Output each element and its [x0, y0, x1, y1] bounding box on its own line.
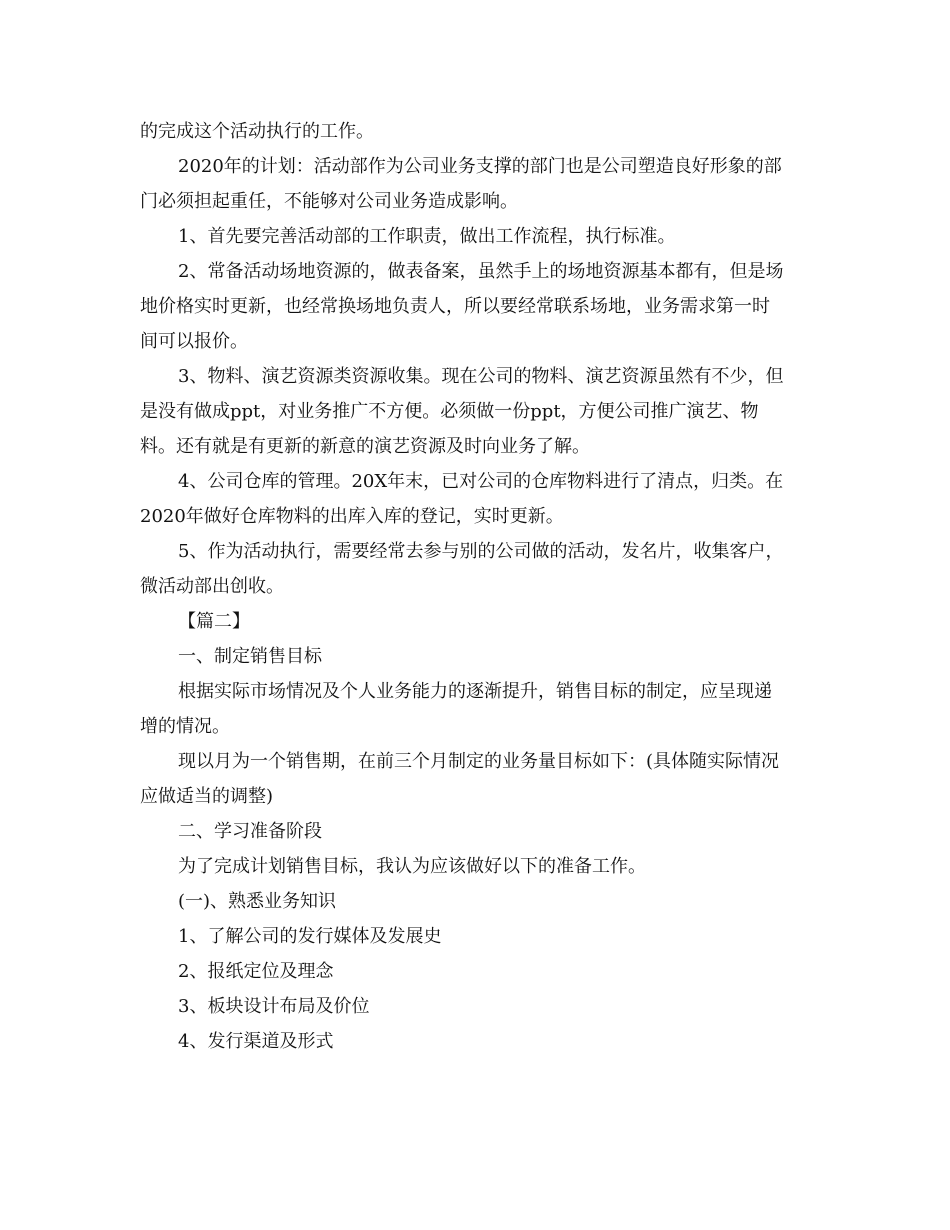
text-line-6: 地价格实时更新，也经常换场地负责人，所以要经常联系场地，业务需求第一时 — [140, 296, 770, 317]
text-line-12: 2020年做好仓库物料的出库入库的登记，实时更新。 — [140, 506, 564, 527]
text-line-17: 根据实际市场情况及个人业务能力的逐渐提升，销售目标的制定，应呈现递 — [178, 681, 772, 702]
list-item-1: 1、了解公司的发行媒体及发展史 — [178, 926, 442, 947]
text-line-3: 门必须担起重任，不能够对公司业务造成影响。 — [140, 191, 518, 212]
section-heading-sales-target: 一、制定销售目标 — [178, 646, 322, 667]
text-line-13: 5、作为活动执行，需要经常去参与别的公司做的活动，发名片，收集客户， — [178, 541, 784, 562]
subheading-business-knowledge: (一)、熟悉业务知识 — [178, 891, 337, 912]
text-line-9: 是没有做成ppt，对业务推广不方便。必须做一份ppt，方便公司推广演艺、物 — [140, 401, 759, 422]
text-line-8: 3、物料、演艺资源类资源收集。现在公司的物料、演艺资源虽然有不少，但 — [178, 366, 784, 387]
list-item-3: 3、板块设计布局及价位 — [178, 996, 370, 1017]
text-line-20: 应做适当的调整) — [140, 786, 274, 807]
list-item-4: 4、发行渠道及形式 — [178, 1031, 334, 1052]
text-line-22: 为了完成计划销售目标，我认为应该做好以下的准备工作。 — [178, 856, 646, 877]
section-heading-pian-er: 【篇二】 — [178, 611, 250, 632]
section-heading-preparation: 二、学习准备阶段 — [178, 821, 322, 842]
text-line-5: 2、常备活动场地资源的，做表备案，虽然手上的场地资源基本都有，但是场 — [178, 261, 784, 282]
text-line-7: 间可以报价。 — [140, 331, 248, 352]
text-line-10: 料。还有就是有更新的新意的演艺资源及时向业务了解。 — [140, 436, 590, 457]
text-line-1: 的完成这个活动执行的工作。 — [140, 121, 374, 142]
document-body — [140, 114, 808, 1059]
text-line-2: 2020年的计划：活动部作为公司业务支撑的部门也是公司塑造良好形象的部 — [178, 156, 782, 177]
list-item-2: 2、报纸定位及理念 — [178, 961, 334, 982]
text-line-19: 现以月为一个销售期，在前三个月制定的业务量目标如下：(具体随实际情况 — [178, 751, 780, 772]
text-line-11: 4、公司仓库的管理。20X年末，已对公司的仓库物料进行了清点，归类。在 — [178, 471, 784, 492]
text-line-14: 微活动部出创收。 — [140, 576, 284, 597]
text-line-18: 增的情况。 — [140, 716, 230, 737]
text-line-4: 1、首先要完善活动部的工作职责，做出工作流程，执行标准。 — [178, 226, 676, 247]
